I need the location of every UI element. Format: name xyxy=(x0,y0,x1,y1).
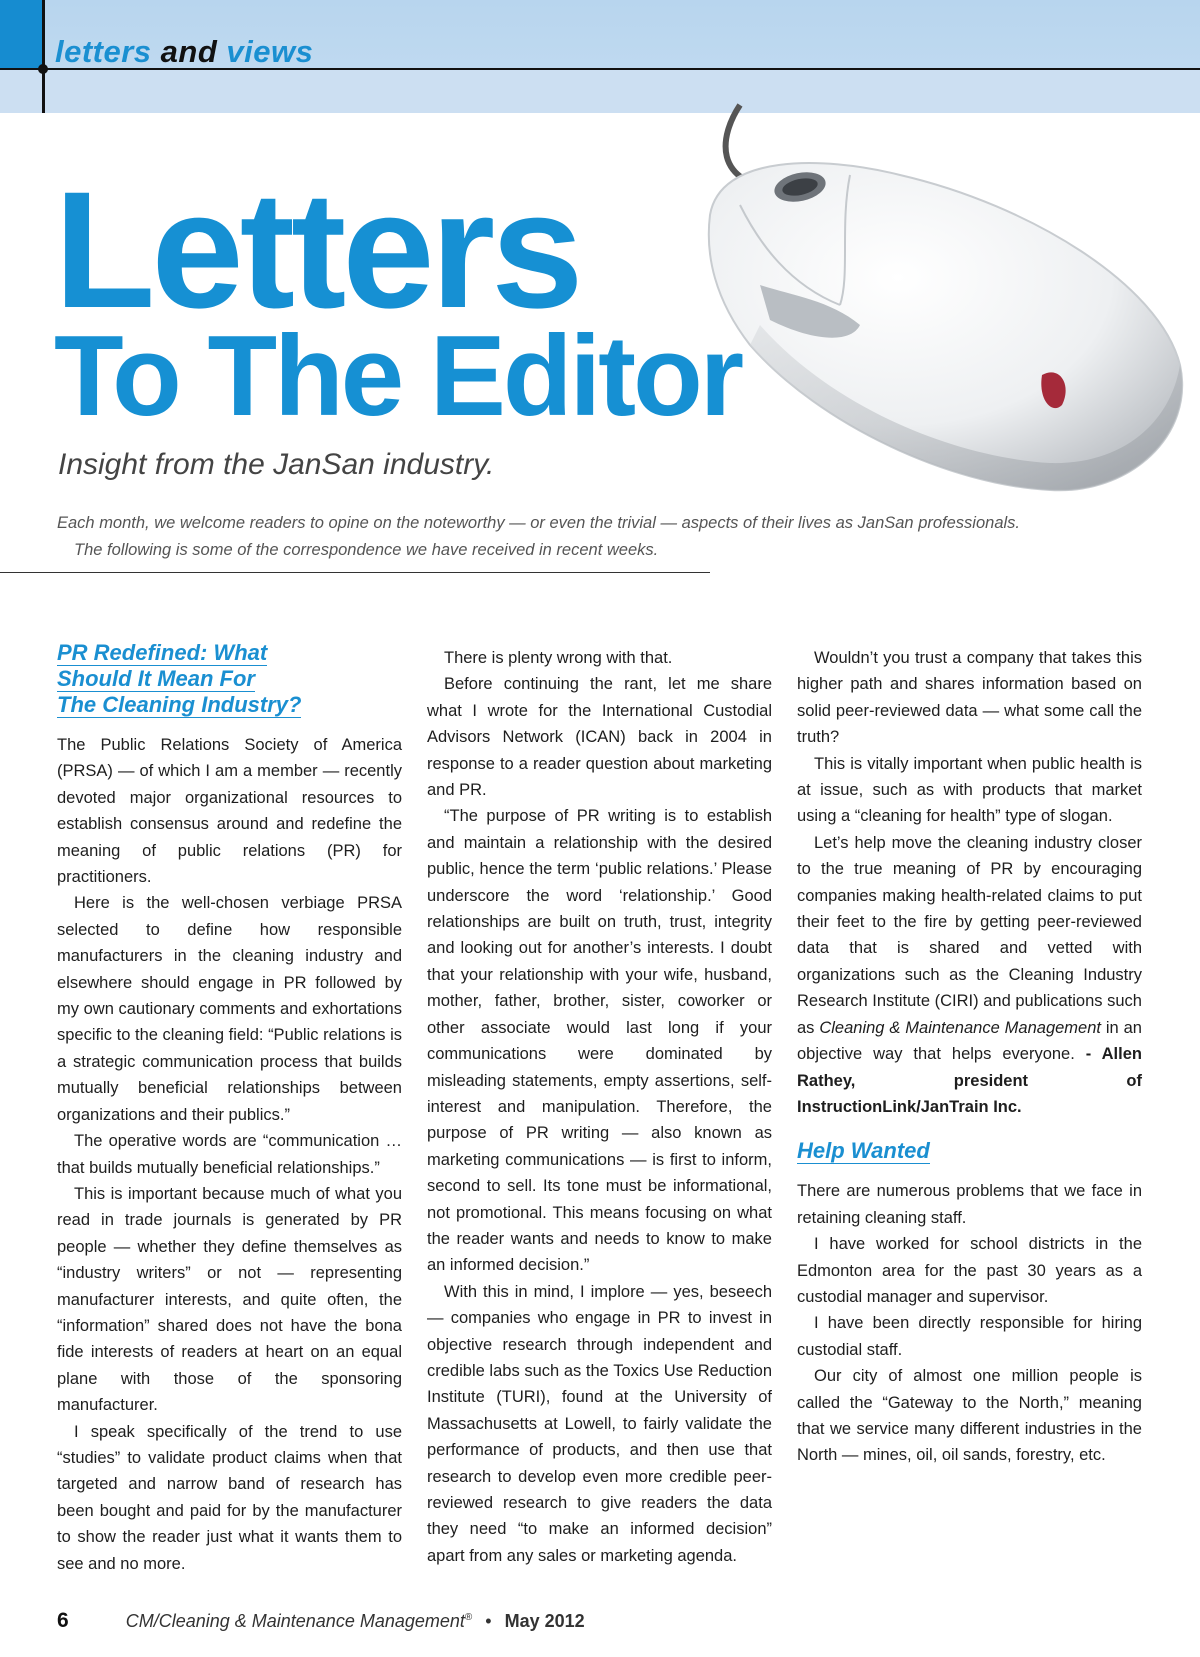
footer-bullet: • xyxy=(485,1611,492,1631)
letter1-paragraph: “The purpose of PR writing is to establish and maintain a relationship with the desired public, hence the term ‘public relations.’ Please underscore the word ‘relationship.’ Good relationships are built on truth, trust, integrity and looking out for another’s interests. I doubt that your relationship with your wife, husband, mother, father, brother, sister, coworker or other associate would last long if your communications were dominated by misleading statements, empty assertions, self-interest and manipulation. Therefore, the purpose of PR writing — also known as marketing communications — is first to inform, second to sell. Its tone must be informational, not promotional. This means focusing on what the reader wants and needs to know to make an informed decision.” xyxy=(427,807,772,1275)
section-label xyxy=(55,34,313,70)
letter2-heading-text: Help Wanted xyxy=(797,1138,930,1164)
letter1-heading xyxy=(57,640,402,718)
page-title-line1: Letters xyxy=(54,158,580,343)
issue-date: May 2012 xyxy=(504,1611,585,1631)
letter1-paragraph: Before continuing the rant, let me share what I wrote for the International Custodial Advisors Network (ICAN) back in 2004 in response to a reader question about marketing and PR. xyxy=(427,675,772,800)
publication-name: Cleaning & Maintenance Management xyxy=(819,1018,1101,1037)
column-2 xyxy=(427,645,772,1569)
letter1-p12-text-end: in an objective way that helps everyone. xyxy=(797,1018,1142,1064)
letter1-signature: - Allen Rathey, president of InstructionLink/JanTrain Inc. xyxy=(797,1045,1142,1116)
intro-divider xyxy=(0,572,710,573)
letter2-paragraph: I have been directly responsible for hiring custodial staff. xyxy=(797,1314,1142,1359)
registered-mark: ® xyxy=(464,1612,473,1623)
letter2-heading xyxy=(797,1138,1142,1164)
section-word-and: and xyxy=(160,34,218,69)
column-3 xyxy=(797,645,1142,1469)
header-rule-dot xyxy=(38,64,48,74)
letter2-paragraph: Our city of almost one million people is called the “Gateway to the North,” meaning that we service many different industries in the North — mines, oil, oil sands, forestry, etc. xyxy=(797,1367,1142,1465)
computer-mouse-icon xyxy=(700,95,1200,515)
page-footer xyxy=(57,1609,585,1633)
section-word-letters: letters xyxy=(55,34,152,69)
letter1-paragraph: This is important because much of what you read in trade journals is generated by PR people — whether they define themselves as “industry writers” or not — representing manufacturer interests, and quite often, the “information” shared does not have the bona fide interests of readers at heart on an equal plane with those of the sponsoring manufacturer. xyxy=(57,1184,402,1415)
letter1-paragraph: Wouldn’t you trust a company that takes this higher path and shares information based on solid peer-reviewed data — what some call the truth? xyxy=(797,649,1142,747)
letter1-paragraph: The Public Relations Society of America (PRSA) — of which I am a member — recently devoted major organizational resources to establish consensus around and redefine the meaning of public relations (PR) for practitioners. xyxy=(57,736,402,887)
letter1-heading-l3: The Cleaning Industry? xyxy=(57,692,302,717)
letter1-paragraph: This is vitally important when public health is at issue, such as with products that market using a “cleaning for health” type of slogan. xyxy=(797,754,1142,826)
column-1 xyxy=(57,640,402,1577)
page-number: 6 xyxy=(57,1609,69,1632)
page-title-line2: To The Editor xyxy=(54,313,742,440)
intro-line1: Each month, we welcome readers to opine on the noteworthy — or even the trivial — aspects of their lives as JanSan professionals. xyxy=(57,514,1020,532)
letter1-p12-text: Let’s help move the cleaning industry closer to the true meaning of PR by encouraging companies making health-related claims to put their feet to the fire by getting peer-reviewed data that is shared and vetted with organizations such as the Cleaning Industry Research Institute (CIRI) and publications such as xyxy=(797,833,1142,1037)
letter1-paragraph: Here is the well-chosen verbiage PRSA selected to define how responsible manufacturers in the cleaning industry and elsewhere should engage in PR followed by my own cautionary comments and exhortations specific to the cleaning field: “Public relations is a strategic communication process that builds mutually beneficial relationships between organizations and their publics.” xyxy=(57,894,402,1124)
intro-line2: The following is some of the correspondence we have received in recent weeks. xyxy=(74,541,659,559)
section-word-views: views xyxy=(226,34,314,69)
letter1-paragraph: There is plenty wrong with that. xyxy=(444,649,673,667)
letter1-paragraph: The operative words are “communication … that builds mutually beneficial relationships.” xyxy=(57,1132,402,1177)
header-vertical-rule xyxy=(42,0,45,113)
header-accent-block xyxy=(0,0,43,70)
letter2-paragraph: I have worked for school districts in the Edmonton area for the past 30 years as a custodial manager and supervisor. xyxy=(797,1235,1142,1306)
intro-text xyxy=(57,510,1187,564)
letter1-heading-l1: PR Redefined: What xyxy=(57,640,268,665)
page-subtitle: Insight from the JanSan industry. xyxy=(58,448,495,481)
letter1-paragraph-continued: I speak specifically of the trend to use “studies” to validate product claims when that targeted and narrow band of research has been bought and paid for by the manufacturer to show the reader just what it wants them to see and no more. xyxy=(57,1422,402,1573)
magazine-name: CM/Cleaning & Maintenance Management xyxy=(125,1611,465,1631)
letter1-heading-l2: Should It Mean For xyxy=(57,666,255,691)
letter1-paragraph-continued: With this in mind, I implore — yes, beseech — companies who engage in PR to invest in objective research through independent and credible labs such as the Toxics Use Reduction Institute (TURI), found at the University of Massachusetts at Lowell, to fairly validate the performance of products, and then use that research to develop even more credible peer-reviewed research to give readers the data they need “to make an informed decision” apart from any sales or marketing agenda. xyxy=(427,1282,772,1565)
letter2-paragraph: There are numerous problems that we face in retaining cleaning staff. xyxy=(797,1182,1142,1227)
letter1-paragraph xyxy=(797,830,1142,1120)
